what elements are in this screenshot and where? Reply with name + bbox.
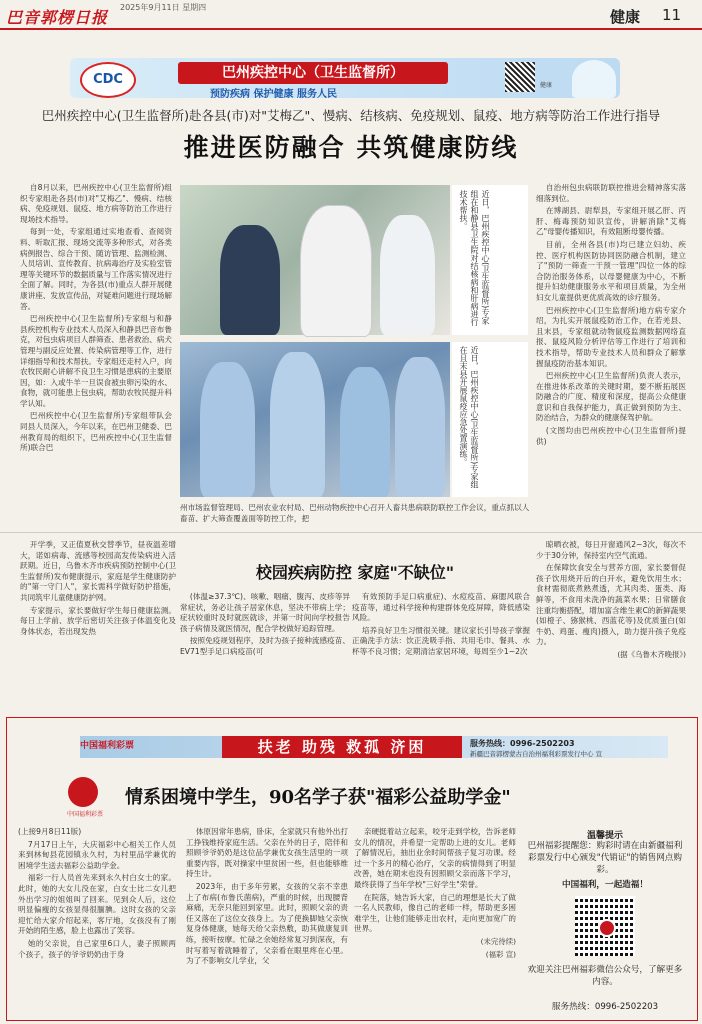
photo-caption-2: 近日，巴州疾控中心(卫生监督所)专家组在且末县开展鼠疫应急处置演练。 (459, 346, 479, 489)
cdc-banner-title: 巴州疾控中心（卫生监督所） (178, 62, 448, 84)
lottery-column-3 (354, 827, 516, 1017)
paragraph: 她的父亲说，自己家里6口人，妻子照顾两个孩子，孩子的爷爷奶奶由于身 (18, 938, 176, 959)
article2-credit: (据《乌鲁木齐晚报》) (617, 649, 686, 659)
paragraph: 自治州包虫病联防联控推进会精神落实落细落到位。 (536, 183, 686, 203)
paragraph: (体温≥37.3℃)、咳嗽、咽痛、腹泻、皮疹等异常症状，务必让孩子居家休息，坚决不带病上学；症状较重时及时就医就诊，并第一时间向学校报告孩子病情及就医情况，配合学校做好追踪管理。 (180, 592, 350, 633)
paragraph: 巴州疾控中心(卫生监督所)专家组与和静县疾控机构专业技术人员深入和静县巴音布鲁克，对包虫病项目人群筛查、患者救治、病犬管理与副反应处置、传染病管理等工作，进行详细指导和技术帮扶。专家组还走村入户，向农牧民耐心讲解不良卫生习惯是患病的主要原因，如：入或牛羊一旦误食被虫卵污染的水、食物，就可能患上包虫病，帮助农牧民提升科学认知。 (20, 314, 172, 408)
notice-cta: 中国福利，一起造福！ (562, 880, 648, 890)
article1-continuation: 州市场监督管理局、巴州农业农村局、巴州动物疾控中心召开人畜共患病联防联控工作会议，重点抓以人畜苗、扩大筛查覆盖面等防控工作，把 (180, 503, 530, 523)
paragraph: 每到一处，专家组通过实地查看、查阅资料、听取汇报、现场交流等多种形式，对各类病例报告、综合干预、随访管理、监测检测、人员培训、宣传教育、抗病毒治疗及实验室管理等关键环节的数据质量与工作落实情况进行全面了解。同时，为各县(市)重点人群开展健康讲座、发放宣传品，对疑难问题进行现场解答。 (20, 227, 172, 311)
paragraph: 亲硬挺着站立起来，咬牙走到学校，告诉老师女儿的情况，并希望一定帮助上进的女儿。老师了解情况后，抽出业余时间帮孩子复习功课。经过一个多月的精心治疗，父亲的病情得到了明显改善，她在期末也没有因照顾父亲而落下学习，最终获得了当年学校"三好学生"荣誉。 (354, 827, 516, 889)
article2-headline: 校园疾病防控 家庭"不缺位" (255, 563, 455, 582)
person-figure (220, 225, 280, 335)
lottery-hotline: 服务热线：0996-2502203 (470, 739, 575, 748)
section-title: 健康 (610, 8, 641, 26)
header-rule (0, 28, 702, 30)
person-figure (395, 357, 445, 497)
paragraph: 培养良好卫生习惯很关键。建议家长引导孩子掌握正确洗手方法：饮正洗吸手指、共用毛巾、餐具、水杯等不良习惯；定期清洁家居环境，每周至少1~2次 (352, 625, 530, 656)
photo-caption-1: 近日，巴州疾控中心(卫生监督所)专家组在和静县卫生院对结核病和肝病进行技术帮扶。 (459, 190, 490, 326)
notice-text (525, 840, 685, 891)
paragraph: 福彩一行人员首先来到永久村白女士的家。此时，她的大女儿没在家，白女士比二女儿把外出学习的姐姐叫了回来。见到众人后，这位明显偏瘦的女孩显得很腼腆。这时女孩的父亲迎忙给大家介绍起来，客厅地，女孩没有了刚开始的陌生感，脸上也露出了笑容。 (18, 873, 176, 936)
cdc-banner-slogan: 预防疾病 保护健康 服务人民 (210, 89, 337, 100)
lottery-org: 新疆巴音郭楞蒙古自治州福利彩票发行中心 宣 (470, 750, 603, 758)
article1-kicker: 巴州疾控中心(卫生监督所)赴各县(市)对"艾梅乙"、慢病、结核病、免疫规划、鼠疫、地方病等防治工作进行指导 (41, 108, 661, 123)
doctor-illustration-icon (572, 60, 616, 98)
person-figure (300, 205, 372, 337)
lottery-credit: (福彩 宣) (485, 949, 516, 959)
paragraph: 巴州疾控中心(卫生监督所)负责人表示，在推进体系改革的关键时期，要不断拓展医防融合的广度、精度和深度，提高公众健康意识和自我保护能力，真正做到预防为主、防治结合，为群众的健康保驾护航。 (536, 371, 686, 423)
person-figure (380, 215, 435, 335)
paragraph: 2023年，由于多年劳累，女孩的父亲不幸患上了布病(布鲁氏菌病)，严重的时候，出现腰背麻痛，无奈只能回到家里。此时，照顾父亲的责任又落在了这位女孩身上。为了使换脚她父亲恢复身体健康，她每天给父亲热敷，助其做康复训练，接听按摩。忙碌之余她经常复习到深夜，有时写着写着就睡着了，父亲看在眼里疼在心里。为了不影响女儿学业，父 (186, 881, 348, 966)
person-figure (200, 362, 255, 497)
logo-mark (68, 777, 98, 807)
article2-column-1 (20, 540, 176, 700)
article1-credit: (文图均由巴州疾控中心(卫生监督所)提供) (536, 426, 686, 446)
paragraph: 巴州疾控中心(卫生监督所)地方病专家介绍，为扎实开展鼠疫防治工作，在若羌县、且末县，专家组就动物鼠疫监测数据网络直报、鼠疫风险分析评估等工作进行了培训和技术指导，帮助专业技术人员和群众了解掌握鼠疫防治基本知识。 (536, 305, 686, 368)
article2-column-3 (352, 592, 530, 700)
person-figure (340, 367, 390, 497)
notice-body: 巴州福彩提醒您：购彩时请在由新疆福利彩票发行中心颁发"代销证"的销售网点购彩。 (527, 841, 683, 875)
lottery-slogan: 扶老 助残 救孤 济困 (222, 736, 462, 758)
paragraph: 巴州疾控中心(卫生监督所)专家组带队会同县人员深入，今年以来，在巴州卫健委、巴州教育局的组织下，巴州疾控中心(卫生监督所)联合巴 (20, 411, 172, 453)
article1-column-1 (20, 183, 172, 528)
paragraph: 自8月以来，巴州疾控中心(卫生监督所)组织专家组赴各县(市)对"艾梅乙"、慢病、结核病、免疫规划、鼠疫、地方病等防治工作进行现场技术指导。 (20, 183, 172, 224)
qr-caption: 健康 (540, 82, 553, 89)
article1-column-4 (536, 183, 686, 528)
photo-clinic-guidance (180, 185, 450, 335)
lottery-column-1 (18, 827, 176, 1017)
qr-code-icon (505, 62, 535, 92)
article2-column-4 (536, 540, 686, 700)
lottery-article-headline: 情系困境中学生，90名学子获"福彩公益助学金" (125, 787, 511, 808)
person-figure (270, 352, 325, 497)
paragraph: 按照免疫规划程序，及时为孩子接种流感疫苗、EV71型手足口病疫苗(可 (180, 636, 350, 656)
lottery-column-2 (186, 827, 348, 1017)
photo-plague-drill (180, 342, 450, 497)
paper-name: 巴音郭楞日报 (6, 8, 109, 27)
article2-column-2 (180, 592, 350, 700)
to-be-continued: (未完待续) (480, 936, 516, 946)
page-number: 11 (662, 6, 682, 24)
continuation-note: (上接9月8日11版) (18, 827, 82, 836)
notice-title: 温馨提示 (586, 831, 623, 841)
lottery-logo-small: 中国福利彩票 (80, 741, 135, 751)
logo-label: 中国福利彩票 (66, 811, 103, 818)
paragraph: 专家提示，家长要做好学生每日健康监测。每日上学前、放学后密切关注孩子体温变化及身体状态，若出现发热 (20, 605, 176, 636)
paragraph: 晾晒衣被，每日开窗通风2~3次，每次不少于30分钟，保持室内空气流通。 (536, 540, 686, 560)
paragraph: 开学季，又正值夏秋交替季节，昼夜温差增大，诺如病毒、流感等校园高发传染病进入活跃期。近日，乌鲁木齐市疾病预防控制中心(卫生监督所)发布健康提示，家庭是学生健康防护的"第一守门人"，家长需科学做好防护措施，共同筑牢儿童健康防护网。 (20, 540, 176, 602)
section-divider (0, 532, 702, 533)
cdc-logo: CDC (80, 62, 136, 98)
paragraph: 目前，全州各县(市)均已建立妇幼、疾控、医疗机构医防协同医防融合机制，建立了"预防一筛查一干预一管理"四位一体的综合防治服务体系，以母婴健康为中心，不断提升妇幼健康服务水平和项目质量，为全州妇女儿童提供更优质高效的诊疗服务。 (536, 239, 686, 302)
qr-center-logo-icon (598, 919, 616, 937)
welfare-lottery-logo-icon (60, 775, 110, 825)
service-phone: 服务热线：0996-2502203 (551, 1002, 659, 1012)
issue-date: 2025年9月11日 星期四 (120, 3, 207, 12)
paragraph: 有效预防手足口病重症)、水痘疫苗、麻腮风联合疫苗等，通过科学接种构建群体免疫屏障，降低感染风险。 (352, 592, 530, 623)
paragraph: 体原因常年患病，卧床，全家就只有他外出打工挣钱维持家庭生活。父亲在外的日子，陪伴和照顾爷爷奶奶是这位品学兼优女孩生活里的一项重要内容，既对操家中里贫困一些，但也能够维持生计。 (186, 827, 348, 879)
paragraph: 7月17日上午，大庆福彩中心相关工作人员来到林甸县花园镇永久村，为村里品学兼优的困境学生送去福彩公益助学金。 (18, 839, 176, 870)
follow-prompt: 欢迎关注巴州福彩微信公众号，了解更多内容。 (527, 965, 683, 987)
article1-headline: 推进医防融合 共筑健康防线 (183, 133, 519, 162)
paragraph: 在博湖县、尉犁县，专家组开展乙肝、丙肝、梅毒预防知识宣传，讲解消除"艾梅乙"母婴传播知识，有效阻断母婴传播。 (536, 206, 686, 237)
paragraph: 在院落，她告诉大家，自己的理想是长大了做一名人民教师，像自己的老师一样，帮助更多困难学生，让他们能够走出农村，走向更加宽广的世界。 (354, 892, 516, 934)
paragraph: 在保障饮食安全与营养方面，家长要督促孩子饮用烧开后的白开水，避免饮用生水；食材需彻底煮熟煮透，尤其肉类、蛋类、海鲜等，不食用未洗净的蔬菜水果；日常膳食注重均衡搭配，增加富含维生素C的新鲜蔬果(如橙子、猕猴桃、西蓝花等)及优质蛋白(如牛奶、鸡蛋、瘦肉)摄入，助力提升孩子免疫力。 (536, 563, 686, 647)
